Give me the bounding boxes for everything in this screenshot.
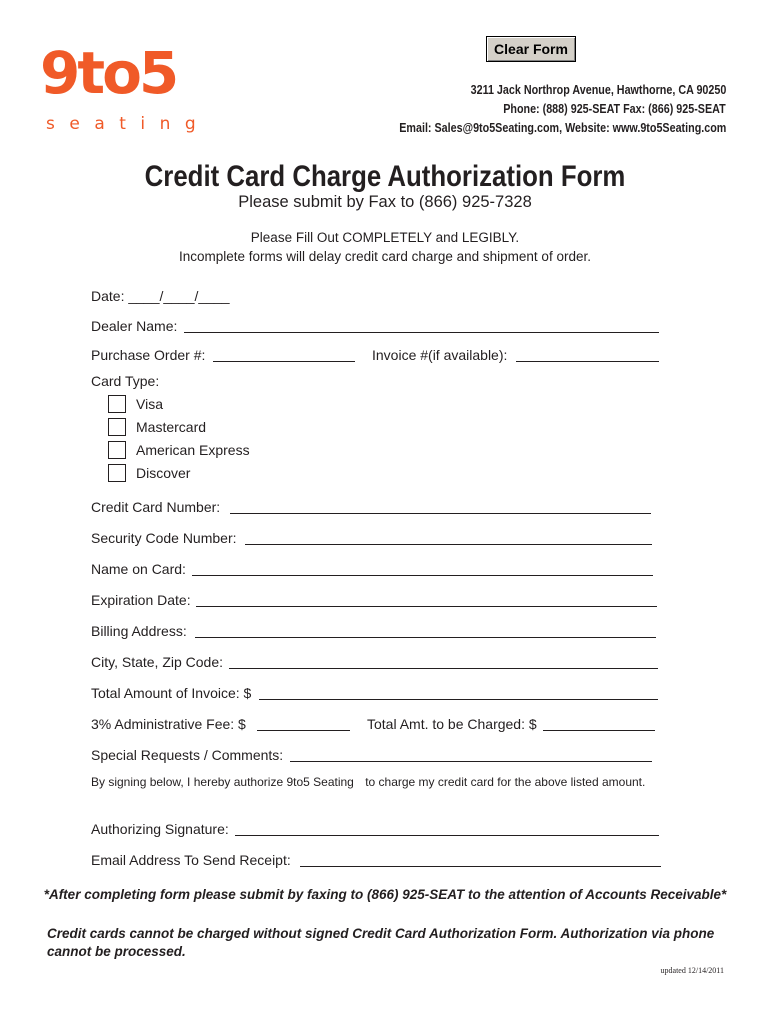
city-state-zip-label: City, State, Zip Code:: [91, 654, 224, 670]
special-requests-input[interactable]: [290, 761, 652, 762]
mastercard-checkbox[interactable]: [108, 418, 126, 436]
city-state-zip-input[interactable]: [229, 668, 658, 669]
authorization-statement-part-1: By signing below, I hereby authorize 9to5 Seating: [91, 775, 354, 789]
security-code-input[interactable]: [245, 544, 652, 545]
form-subtitle: Please submit by Fax to (866) 925-7328: [238, 193, 532, 211]
date-field[interactable]: Date: ____/____/____: [91, 288, 230, 304]
card-number-label: Credit Card Number:: [91, 499, 221, 515]
total-charged-input[interactable]: [543, 730, 655, 731]
expiration-date-input[interactable]: [196, 606, 657, 607]
signature-label: Authorizing Signature:: [91, 821, 229, 837]
clear-form-button[interactable]: Clear Form: [486, 36, 576, 62]
admin-fee-input[interactable]: [257, 730, 350, 731]
total-invoice-label: Total Amount of Invoice: $: [91, 685, 252, 701]
updated-date: updated 12/14/2011: [660, 966, 724, 975]
discover-label: Discover: [136, 465, 191, 481]
expiration-date-label: Expiration Date:: [91, 592, 191, 608]
visa-checkbox[interactable]: [108, 395, 126, 413]
billing-address-input[interactable]: [195, 637, 656, 638]
warning-line-1: Credit cards cannot be charged without signed Credit Card Authorization Form. Authorization via phone: [47, 926, 715, 941]
total-invoice-input[interactable]: [259, 699, 658, 700]
instruction-line-1: Please Fill Out COMPLETELY and LEGIBLY.: [250, 230, 520, 245]
form-title: Credit Card Charge Authorization Form: [144, 160, 626, 193]
admin-fee-label: 3% Administrative Fee: $: [91, 716, 246, 732]
security-code-label: Security Code Number:: [91, 530, 237, 546]
instruction-line-2: Incomplete forms will delay credit card charge and shipment of order.: [179, 249, 591, 264]
card-type-label: Card Type:: [91, 373, 160, 389]
card-number-input[interactable]: [230, 513, 651, 514]
purchase-order-label: Purchase Order #:: [91, 347, 206, 363]
company-logo: 9to5: [40, 39, 177, 107]
company-address: 3211 Jack Northrop Avenue, Hawthorne, CA 90250: [470, 83, 726, 97]
email-receipt-input[interactable]: [300, 866, 661, 867]
authorization-statement-part-2: to charge my credit card for the above listed amount.: [365, 775, 646, 789]
visa-label: Visa: [136, 396, 163, 412]
authorization-statement: [91, 775, 645, 789]
warning-line-2: cannot be processed.: [47, 944, 186, 959]
dealer-name-label: Dealer Name:: [91, 318, 178, 334]
invoice-label: Invoice #(if available):: [372, 347, 508, 363]
total-charged-label: Total Amt. to be Charged: $: [367, 716, 537, 732]
american-express-label: American Express: [136, 442, 250, 458]
dealer-name-input[interactable]: [184, 332, 659, 333]
discover-checkbox[interactable]: [108, 464, 126, 482]
signature-input[interactable]: [235, 835, 659, 836]
purchase-order-input[interactable]: [213, 361, 355, 362]
billing-address-label: Billing Address:: [91, 623, 187, 639]
company-logo-subtitle: seating: [46, 114, 211, 134]
special-requests-label: Special Requests / Comments:: [91, 747, 284, 763]
mastercard-label: Mastercard: [136, 419, 207, 435]
submission-notice: *After completing form please submit by faxing to (866) 925-SEAT to the attention of Accounts Receivable*: [43, 887, 727, 902]
invoice-input[interactable]: [516, 361, 659, 362]
name-on-card-input[interactable]: [192, 575, 653, 576]
american-express-checkbox[interactable]: [108, 441, 126, 459]
company-email-website: Email: Sales@9to5Seating.com, Website: www.9to5Seating.com: [398, 121, 726, 135]
company-phone-fax: Phone: (888) 925-SEAT Fax: (866) 925-SEAT: [503, 102, 726, 116]
name-on-card-label: Name on Card:: [91, 561, 186, 577]
email-receipt-label: Email Address To Send Receipt:: [91, 852, 291, 868]
